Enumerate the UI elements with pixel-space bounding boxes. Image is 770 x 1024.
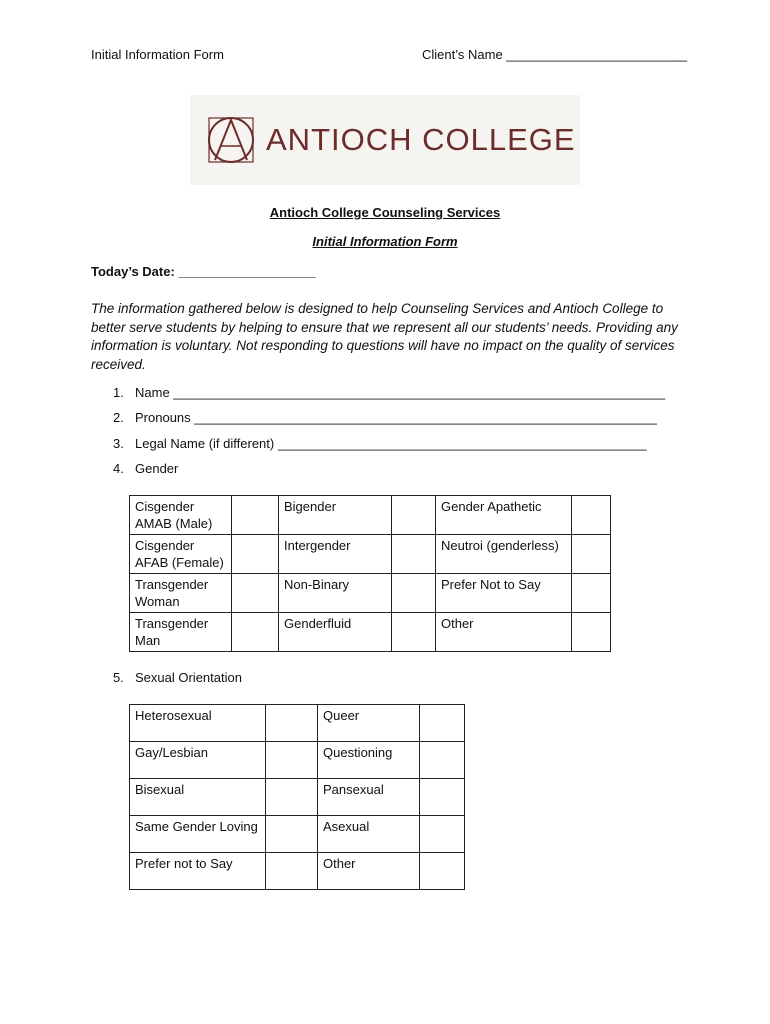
logo-text: ANTIOCH COLLEGE [266, 122, 576, 157]
form-subtitle: Initial Information Form [312, 234, 458, 249]
table-row [130, 779, 465, 816]
table-row [130, 705, 465, 742]
gender-checkbox[interactable] [232, 613, 279, 652]
gender-table [129, 495, 611, 652]
header-form-name: Initial Information Form [91, 47, 224, 62]
gender-checkbox[interactable] [392, 496, 436, 535]
gender-option-label: Transgender Man [130, 613, 232, 652]
gender-option-label: Other [436, 613, 572, 652]
orientation-option-label: Questioning [318, 742, 420, 779]
question-text: Sexual Orientation [135, 670, 242, 685]
college-logo [190, 95, 580, 185]
gender-option-label: Bigender [279, 496, 392, 535]
gender-checkbox[interactable] [232, 535, 279, 574]
gender-checkbox[interactable] [572, 613, 611, 652]
orientation-checkbox[interactable] [420, 742, 465, 779]
question-number: 5. [113, 670, 124, 685]
client-name-field[interactable]: Client’s Name _________________________ [422, 47, 688, 62]
gender-checkbox[interactable] [572, 496, 611, 535]
intro-paragraph: The information gathered below is designed to help Counseling Services and Antioch College to better serve students by helping to ensure that we represent all our students’ needs. Providing any information is voluntary. Not responding to questions will have no impact on the quality of services received. [91, 301, 678, 372]
orientation-checkbox[interactable] [266, 705, 318, 742]
gender-option-label: Cisgender AFAB (Female) [130, 535, 232, 574]
orientation-option-label: Prefer not to Say [130, 853, 266, 890]
gender-checkbox[interactable] [572, 535, 611, 574]
table-row [130, 853, 465, 890]
gender-checkbox[interactable] [232, 496, 279, 535]
table-row [130, 816, 465, 853]
question-text: Name ____________________________________________________________________ [135, 385, 665, 400]
question-number: 2. [113, 410, 124, 425]
gender-checkbox[interactable] [232, 574, 279, 613]
table-row [130, 496, 611, 535]
page-title: Antioch College Counseling Services [269, 205, 501, 220]
question-text: Gender [135, 461, 179, 476]
gender-option-label: Non-Binary [279, 574, 392, 613]
orientation-checkbox[interactable] [420, 853, 465, 890]
orientation-option-label: Heterosexual [130, 705, 266, 742]
question-text: Legal Name (if different) ___________________________________________________ [135, 436, 647, 451]
gender-question [113, 461, 178, 476]
name-question[interactable] [113, 385, 665, 400]
table-row [130, 535, 611, 574]
gender-option-label: Transgender Woman [130, 574, 232, 613]
orientation-option-label: Queer [318, 705, 420, 742]
orientation-question [113, 670, 242, 685]
college-emblem-icon [206, 114, 256, 166]
orientation-checkbox[interactable] [266, 816, 318, 853]
gender-option-label: Genderfluid [279, 613, 392, 652]
pronouns-question[interactable] [113, 410, 657, 425]
orientation-option-label: Bisexual [130, 779, 266, 816]
question-number: 4. [113, 461, 124, 476]
gender-option-label: Gender Apathetic [436, 496, 572, 535]
orientation-checkbox[interactable] [420, 779, 465, 816]
gender-checkbox[interactable] [392, 613, 436, 652]
orientation-checkbox[interactable] [420, 816, 465, 853]
orientation-table [129, 704, 465, 890]
orientation-checkbox[interactable] [266, 779, 318, 816]
gender-checkbox[interactable] [572, 574, 611, 613]
table-row [130, 574, 611, 613]
gender-option-label: Cisgender AMAB (Male) [130, 496, 232, 535]
gender-checkbox[interactable] [392, 535, 436, 574]
orientation-option-label: Gay/Lesbian [130, 742, 266, 779]
orientation-checkbox[interactable] [420, 705, 465, 742]
gender-option-label: Neutroi (genderless) [436, 535, 572, 574]
gender-checkbox[interactable] [392, 574, 436, 613]
orientation-checkbox[interactable] [266, 853, 318, 890]
todays-date-field[interactable]: Today’s Date: ___________________ [91, 264, 316, 279]
gender-option-label: Intergender [279, 535, 392, 574]
orientation-option-label: Other [318, 853, 420, 890]
question-number: 3. [113, 436, 124, 451]
question-text: Pronouns ________________________________________________________________ [135, 410, 657, 425]
orientation-checkbox[interactable] [266, 742, 318, 779]
table-row [130, 742, 465, 779]
table-row [130, 613, 611, 652]
legal-name-question[interactable] [113, 436, 647, 451]
question-number: 1. [113, 385, 124, 400]
gender-option-label: Prefer Not to Say [436, 574, 572, 613]
orientation-option-label: Asexual [318, 816, 420, 853]
orientation-option-label: Pansexual [318, 779, 420, 816]
orientation-option-label: Same Gender Loving [130, 816, 266, 853]
